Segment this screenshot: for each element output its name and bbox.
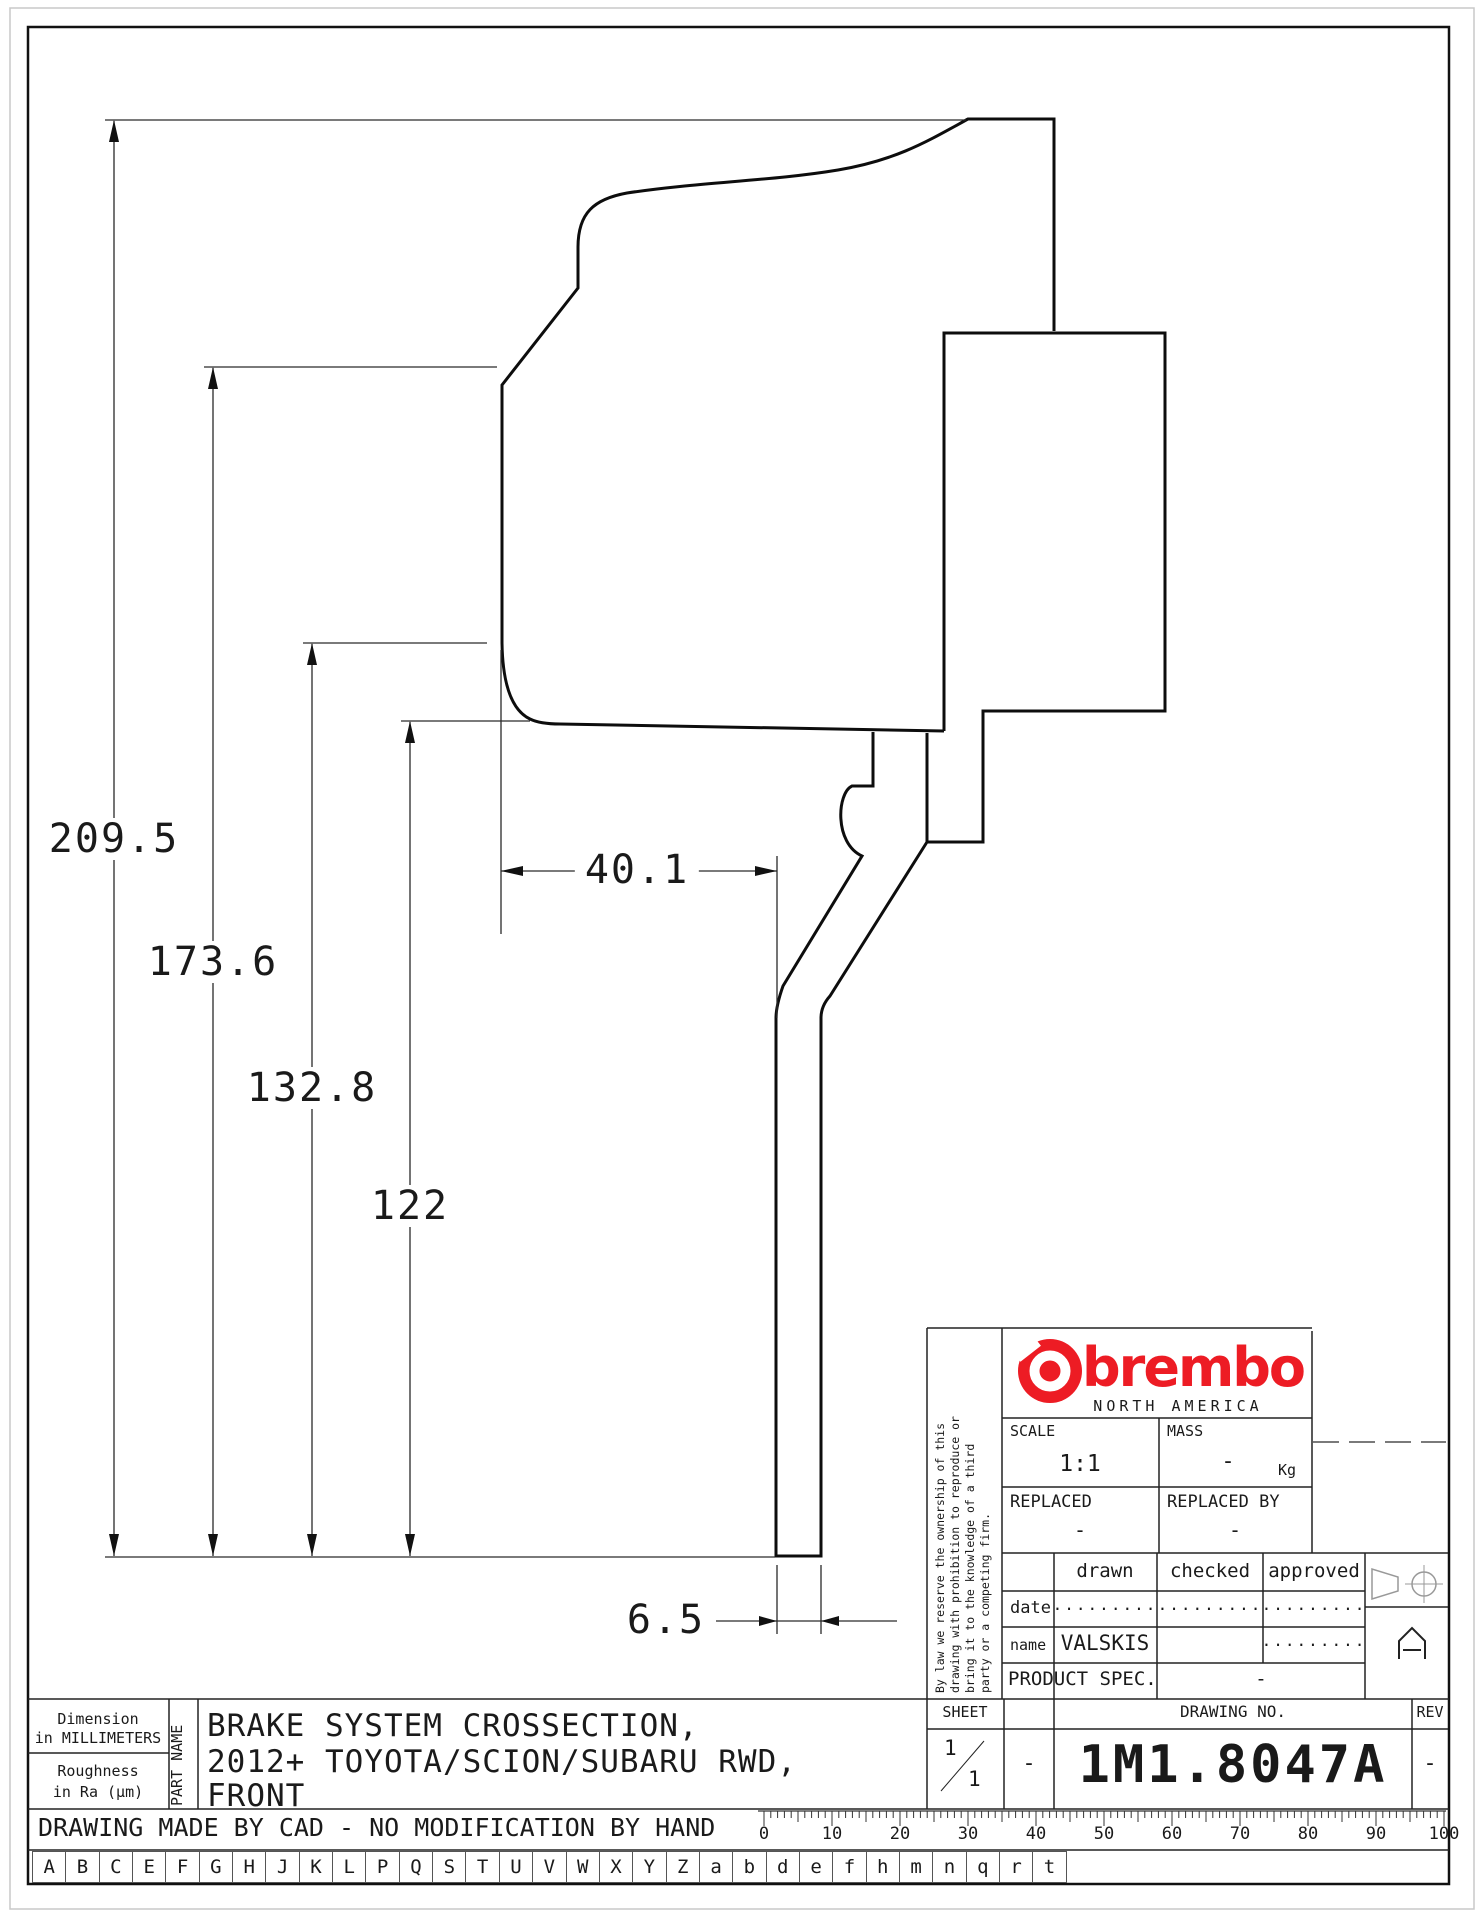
rev-label: REV [1416,1703,1444,1721]
letter-cell: G [199,1851,233,1883]
product-spec-label: PRODUCT SPEC. [1008,1668,1157,1690]
letter-cell: d [766,1851,800,1883]
ruler-label: 80 [1297,1824,1319,1844]
brand-subtitle: NORTH AMERICA [1093,1397,1263,1415]
date-approved-dots: ......... [1261,1595,1367,1614]
mass-value: - [1221,1449,1235,1474]
hat-bottom-edge [502,643,944,731]
approved-label: approved [1268,1560,1360,1582]
ruler-label: 10 [821,1824,843,1844]
ruler-label: 40 [1025,1824,1047,1844]
dim-height-4: 122 [361,1185,459,1227]
letter-cell: X [599,1851,633,1883]
letter-cell: H [232,1851,266,1883]
date-label: date [1010,1598,1051,1618]
disclaimer-line: bring it to the knowledge of a third [963,1443,977,1693]
sheet-extra-value: - [1022,1751,1036,1776]
replaced-value: - [1073,1518,1087,1542]
dim-overall-height: 209.5 [39,818,189,860]
letter-cell: U [499,1851,533,1883]
part-name-line1: BRAKE SYSTEM CROSSECTION, [207,1708,699,1744]
replaced-by-value: - [1228,1518,1242,1542]
drawn-label: drawn [1076,1560,1134,1582]
brembo-logo-icon [1014,1337,1082,1403]
drawn-name: VALSKIS [1060,1631,1150,1655]
dim-height-3: 132.8 [237,1067,387,1109]
roughness-note-line1: Roughness [57,1762,139,1780]
mass-label: MASS [1167,1422,1204,1440]
scale-label: SCALE [1010,1422,1056,1440]
letter-cell: r [999,1851,1033,1883]
letter-cell: Q [399,1851,433,1883]
letter-cell: h [866,1851,900,1883]
part-outline [502,119,1165,1556]
roughness-note-line2: in Ra (μm) [52,1783,144,1801]
letter-cell: e [799,1851,833,1883]
replaced-by-label: REPLACED BY [1167,1492,1280,1512]
paper-size-a-icon [1399,1628,1425,1659]
drawing-no-value: 1M1.8047A [1078,1735,1388,1795]
letter-cell: S [432,1851,466,1883]
rev-value: - [1423,1751,1437,1776]
cad-note: DRAWING MADE BY CAD - NO MODIFICATION BY HAND [38,1813,716,1842]
disclaimer-line: By law we reserve the ownership of this [933,1422,947,1693]
mounting-flange-edge [927,333,1165,842]
letter-cell: t [1032,1851,1066,1883]
projection-symbol-icon [1372,1565,1443,1603]
hat-profile-edge [502,119,1054,643]
letter-cell: T [465,1851,499,1883]
ruler-label: 70 [1229,1824,1251,1844]
part-name-label: PART NAME [168,1724,186,1806]
letter-cell: C [99,1851,133,1883]
replaced-label: REPLACED [1010,1492,1092,1512]
dimension-note-line2: in MILLIMETERS [34,1729,162,1747]
letter-cell: L [332,1851,366,1883]
checked-label: checked [1169,1560,1251,1582]
letter-cell: Z [666,1851,700,1883]
letter-cell: P [365,1851,399,1883]
ownership-disclaimer [933,1338,997,1693]
drawing-no-label: DRAWING NO. [1180,1702,1286,1721]
letter-cell: K [299,1851,333,1883]
letter-cell: n [932,1851,966,1883]
part-name-line2: 2012+ TOYOTA/SCION/SUBARU RWD, [207,1744,797,1780]
sheet-label: SHEET [942,1703,988,1721]
dim-hat-depth: 40.1 [575,849,699,891]
letter-cell: Y [632,1851,666,1883]
letter-cell: E [132,1851,166,1883]
disc-web-edge [776,732,927,1556]
ruler-label: 60 [1161,1824,1183,1844]
date-checked-dots: ......... [1157,1595,1263,1614]
letter-cell: m [899,1851,933,1883]
ruler-label: 90 [1365,1824,1387,1844]
letter-strip [32,1851,1066,1884]
letter-cell: f [832,1851,866,1883]
letter-cell: A [32,1851,66,1883]
ruler-label: 50 [1093,1824,1115,1844]
name-label: name [1010,1636,1047,1654]
ruler-label: 100 [1428,1824,1460,1844]
letter-cell: q [966,1851,1000,1883]
dimension-arrowheads [109,120,839,1626]
letter-cell: W [566,1851,600,1883]
letter-cell: J [265,1851,299,1883]
letter-cell: B [65,1851,99,1883]
letter-cell: b [732,1851,766,1883]
ruler-labels [730,1824,1478,1844]
ruler-label: 20 [889,1824,911,1844]
dim-height-2: 173.6 [138,941,288,983]
ruler-label: 0 [758,1824,770,1844]
letter-cell: V [532,1851,566,1883]
sheet-denominator: 1 [968,1767,981,1791]
disclaimer-line: drawing with prohibition to reproduce or [948,1416,962,1693]
letter-cell: a [699,1851,733,1883]
disclaimer-line: party or a competing firm. [978,1512,992,1693]
mass-unit: Kg [1278,1461,1297,1479]
part-name-line3: FRONT [207,1778,306,1814]
brand-wordmark: brembo [1082,1336,1304,1399]
dim-disc-thickness: 6.5 [617,1599,715,1641]
ruler-label: 30 [957,1824,979,1844]
letter-cell: F [165,1851,199,1883]
date-drawn-dots: ......... [1052,1595,1158,1614]
name-approved-dots: ......... [1261,1631,1367,1650]
scale-value: 1:1 [1059,1451,1101,1477]
dimension-note-line1: Dimension [57,1710,139,1728]
sheet-numerator: 1 [944,1736,957,1760]
product-spec-value: - [1255,1668,1267,1690]
